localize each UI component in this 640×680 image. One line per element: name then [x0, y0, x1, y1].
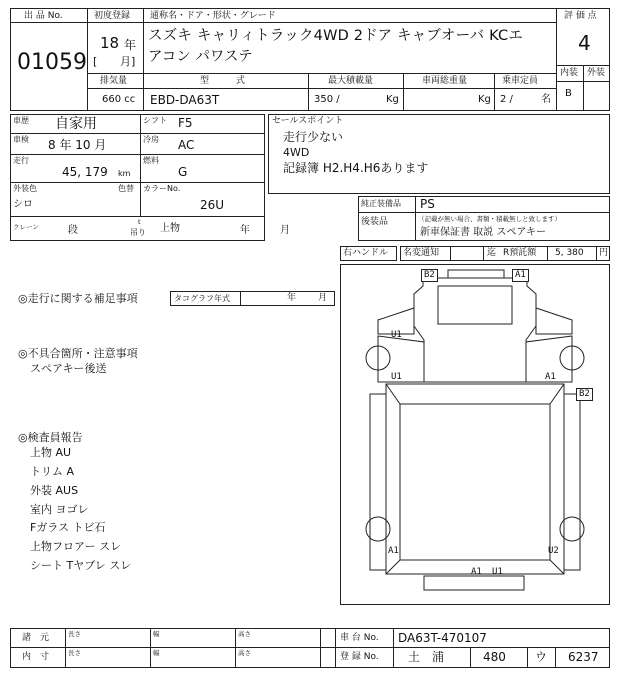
grade-value: 4 [578, 31, 591, 55]
displacement-label: 排気量 [100, 76, 128, 86]
divider [87, 22, 557, 23]
divider [65, 628, 66, 668]
upper-label: 上物 [160, 223, 180, 234]
damage-tag: A1 [512, 269, 529, 282]
sales-points-frame [268, 114, 610, 194]
aftermarket-value: 新車保証書 取説 スペアキー [420, 227, 546, 238]
damage-tag: U2 [548, 546, 559, 556]
sales-point-line: 4WD [283, 146, 310, 159]
divider [555, 647, 556, 668]
model-value: EBD-DA63T [150, 93, 220, 107]
footer-frame [10, 628, 610, 668]
divider [556, 8, 557, 111]
damage-tag: A1 [471, 567, 482, 577]
sales-points-label: セールスポイント [272, 116, 344, 126]
divider [10, 647, 610, 648]
crane-t-label: t [138, 218, 141, 226]
recycle-value: 5, 380 [555, 248, 584, 258]
interior-grade-label: 内装 [560, 68, 579, 78]
capacity-label: 乗車定員 [502, 76, 539, 86]
divider [320, 628, 321, 668]
fuel-value: G [178, 165, 188, 179]
interior-grade-value: B [565, 88, 572, 99]
name-label: 通称名・ドア・形状・グレード [150, 11, 276, 21]
inspector-line: シート Tヤブレ スレ [30, 559, 132, 572]
divider [470, 647, 471, 668]
name-change-label: 名変通知 [403, 248, 440, 258]
length-label: 長さ [68, 630, 81, 638]
damage-tag: B2 [576, 388, 593, 401]
handle-label: 右ハンドル [343, 248, 389, 258]
registration-area: 土 浦 [408, 650, 445, 664]
max-load-unit: Kg [386, 94, 399, 105]
inspection-label: 車検 [13, 135, 29, 144]
defect-line: スペアキー後送 [30, 362, 107, 375]
max-load-value: 350 / [314, 94, 340, 105]
ext-color-value: シロ [13, 199, 33, 210]
inspector-report-title: ◎検査員報告 [18, 431, 83, 444]
model-label: 型 式 [200, 76, 246, 86]
defects-title: ◎不具合箇所・注意事項 [18, 347, 138, 360]
tachograph-year: 年 [287, 293, 297, 303]
color-no-value: 26U [200, 198, 225, 212]
recycle-unit: 円 [599, 248, 609, 258]
driving-notes-title: ◎走行に関する補足事項 [18, 292, 138, 305]
crane-value: 段 [68, 225, 78, 236]
genuine-equipment-label: 純正装備品 [361, 199, 401, 208]
recycle-label: R預託額 [503, 248, 537, 258]
aftermarket-note: （記載が無い場合、書類・積載無しと致します） [418, 215, 561, 223]
crane-label: クレーン [13, 223, 39, 231]
upper-month: 月 [280, 225, 290, 236]
divider [583, 65, 584, 111]
first-reg-month-open: [ [93, 55, 98, 68]
ac-label: 冷房 [143, 135, 159, 144]
inspector-line: 外装 AUS [30, 484, 79, 497]
vehicle-name-line1: スズキ キャリィトラック4WD 2ドア キャブオーバ KCエ [148, 28, 524, 44]
divider [240, 291, 241, 306]
height-label: 高さ [238, 649, 251, 657]
divider [10, 216, 265, 217]
aftermarket-label: 後装品 [361, 217, 389, 227]
upper-year: 年 [240, 225, 250, 236]
divider [494, 73, 495, 111]
shift-value: F5 [178, 116, 193, 130]
width-label: 幅 [153, 630, 160, 638]
registration-kana: ウ [535, 650, 548, 664]
inspection-value: 8 年 10 月 [48, 138, 107, 152]
displacement-value: 660 cc [102, 94, 136, 105]
divider [335, 628, 336, 668]
vehicle-name-line2: アコン パワステ [148, 49, 253, 65]
divider [150, 628, 151, 668]
color-no-label: カラーNo. [143, 184, 181, 193]
first-reg-year-unit: 年 [124, 38, 137, 52]
inspector-line: 上物 AU [30, 446, 72, 459]
vehicle-diagram [340, 264, 610, 605]
divider [10, 154, 265, 155]
fuel-label: 燃料 [143, 156, 159, 165]
divider [415, 196, 416, 241]
damage-tag: A1 [545, 372, 556, 382]
damage-tag: U1 [391, 330, 402, 340]
lot-label: 出 品 No. [24, 11, 63, 21]
ext-color-label: 外装色 [13, 184, 37, 193]
registration-class: 480 [483, 650, 506, 664]
damage-tag: A1 [388, 546, 399, 556]
divider [308, 73, 309, 111]
registration-label: 登 録 No. [340, 652, 379, 662]
max-load-label: 最大積載量 [328, 76, 374, 86]
damage-tag: B2 [421, 269, 438, 282]
sales-point-line: 記録簿 H2.H4.H6あります [283, 161, 429, 175]
inspector-line: 室内 ヨゴレ [30, 503, 89, 516]
divider [10, 22, 87, 23]
damage-tag: U1 [391, 372, 402, 382]
divider [10, 182, 265, 183]
divider [556, 81, 610, 82]
sales-point-line: 走行少ない [283, 130, 344, 144]
capacity-value: 2 / [500, 94, 513, 105]
chassis-value: DA63T-470107 [398, 631, 487, 645]
divider [10, 133, 265, 134]
divider [87, 88, 556, 89]
inspector-line: Fガラス トビ石 [30, 521, 106, 534]
damage-tag: U1 [492, 567, 503, 577]
first-reg-label: 初度登録 [94, 11, 131, 21]
length-label: 長さ [68, 649, 81, 657]
first-reg-year: 18 [100, 34, 120, 52]
divider [87, 73, 556, 74]
divider [527, 647, 528, 668]
lot-number: 01059 [17, 50, 87, 75]
header-frame [10, 8, 610, 111]
first-reg-month-unit: 月] [120, 55, 136, 68]
divider [87, 8, 88, 111]
history-value: 自家用 [55, 116, 97, 132]
gross-weight-unit: Kg [478, 94, 491, 105]
capacity-unit: 名 [541, 94, 551, 105]
name-change-field [450, 246, 484, 261]
grade-label: 評 価 点 [564, 11, 597, 21]
crane-suspend: 吊り [130, 228, 146, 237]
tachograph-month: 月 [318, 293, 328, 303]
divider [235, 628, 236, 668]
history-label: 車歴 [13, 116, 29, 125]
registration-number: 6237 [568, 650, 599, 664]
divider [143, 73, 144, 111]
shift-label: シフト [143, 116, 167, 125]
divider [393, 628, 394, 668]
chassis-label: 車 台 No. [340, 633, 379, 643]
divider [358, 212, 610, 213]
divider [403, 73, 404, 111]
inner-dims-label: 内 寸 [22, 652, 50, 662]
height-label: 高さ [238, 630, 251, 638]
width-label: 幅 [153, 649, 160, 657]
gross-weight-label: 車両総重量 [422, 76, 468, 86]
divider [140, 114, 141, 216]
ac-value: AC [178, 138, 195, 152]
mileage-value: 45, 179 [62, 165, 108, 179]
color-change-label: 色替 [118, 184, 134, 193]
tachograph-label: タコグラフ年式 [174, 294, 230, 303]
inspector-line: 上物フロアー スレ [30, 540, 122, 553]
dims-label: 諸 元 [22, 633, 50, 643]
mileage-label: 走行 [13, 156, 29, 165]
circle-label: 迄 [487, 248, 497, 258]
divider [143, 8, 144, 73]
inspector-line: トリム A [30, 465, 75, 478]
exterior-grade-label: 外装 [587, 68, 606, 78]
mileage-unit: km [118, 169, 131, 178]
genuine-equipment-value: PS [420, 197, 435, 211]
